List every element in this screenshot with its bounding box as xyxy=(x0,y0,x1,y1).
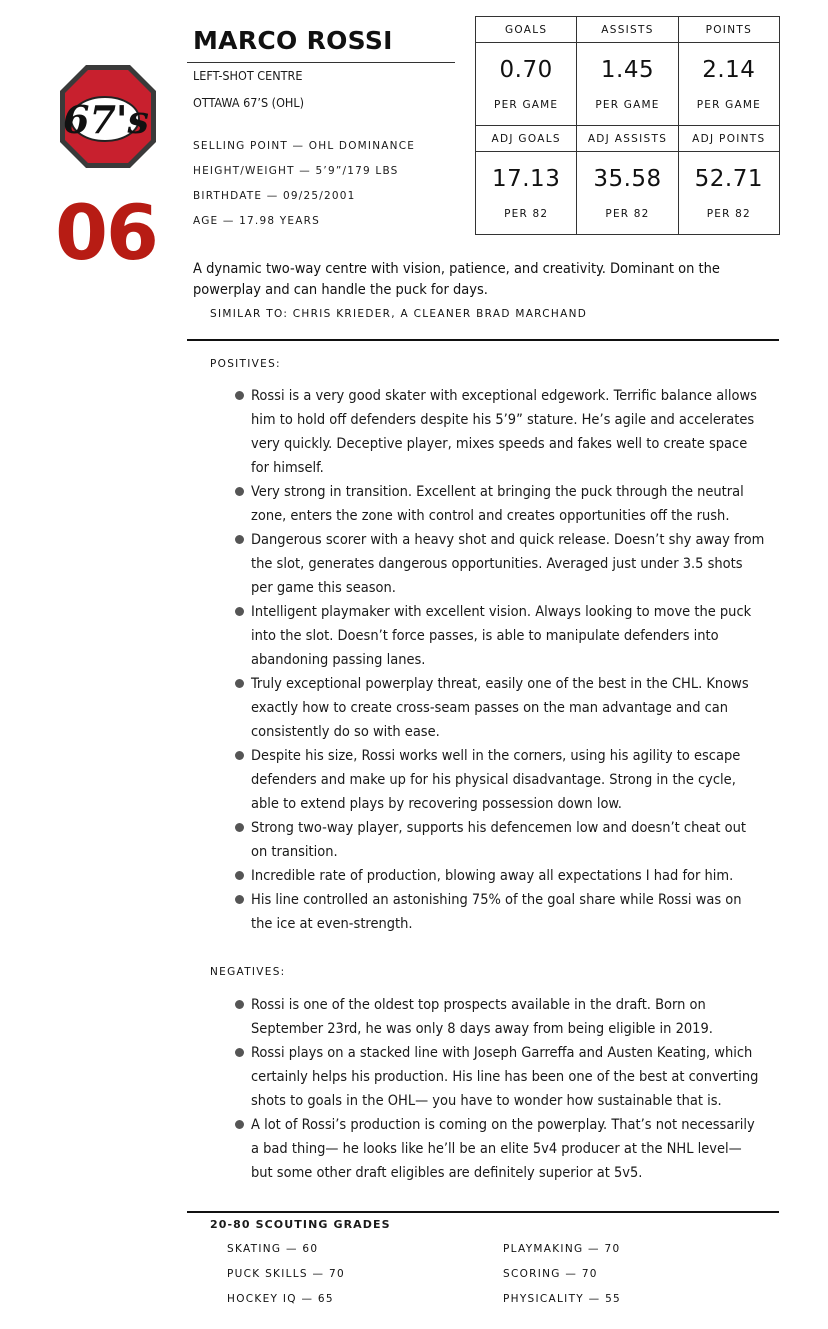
negatives-list xyxy=(235,993,765,1185)
stat-header-adj-assists: ADJ ASSISTS xyxy=(577,126,678,152)
list-item xyxy=(235,864,765,888)
player-summary: A dynamic two-way centre with vision, patience, and creativity. Dominant on the powerplay and can handle the puck for days. xyxy=(193,261,720,298)
list-item xyxy=(235,993,765,1041)
stat-cell-adj-assists xyxy=(577,152,678,235)
grade-hockey-iq: HOCKEY IQ — 65 xyxy=(227,1293,334,1305)
stats-table xyxy=(475,16,780,235)
team-logo xyxy=(58,63,158,170)
stat-cell-goals xyxy=(476,43,577,126)
list-item xyxy=(235,816,765,864)
stat-cell-points xyxy=(678,43,779,126)
stat-value-assists: 1.45 xyxy=(600,57,655,83)
bullet-icon xyxy=(235,607,244,616)
stat-cell-adj-points xyxy=(678,152,779,235)
grade-physicality: PHYSICALITY — 55 xyxy=(503,1293,622,1305)
bullet-icon xyxy=(235,751,244,760)
positives-label: POSITIVES: xyxy=(210,358,281,370)
list-item-text: Truly exceptional powerplay threat, easily one of the best in the CHL. Knows exactly how to create cross-seam passes on the man advantage and can consistently do so with ease. xyxy=(251,676,749,740)
bullet-icon xyxy=(235,1000,244,1009)
stat-value-goals: 0.70 xyxy=(499,57,553,83)
stat-unit: PER 82 xyxy=(706,208,751,220)
list-item xyxy=(235,888,765,936)
list-item-text: Rossi is one of the oldest top prospects available in the draft. Born on September 23rd, he was only 8 days away from being eligible in 2019. xyxy=(251,997,713,1037)
grade-skating: SKATING — 60 xyxy=(227,1243,319,1255)
similar-to: SIMILAR TO: CHRIS KRIEDER, A CLEANER BRAD MARCHAND xyxy=(210,308,588,320)
stat-unit: PER GAME xyxy=(595,99,660,111)
list-item xyxy=(235,600,765,672)
grades-title: 20-80 SCOUTING GRADES xyxy=(210,1218,391,1231)
bullet-icon xyxy=(235,1048,244,1057)
bullet-icon xyxy=(235,679,244,688)
age: AGE — 17.98 YEARS xyxy=(193,215,320,227)
height-weight: HEIGHT/WEIGHT — 5’9”/179 LBS xyxy=(193,165,399,177)
list-item-text: Very strong in transition. Excellent at bringing the puck through the neutral zone, enters the zone with control and creates opportunities off the rush. xyxy=(251,484,744,524)
grade-scoring: SCORING — 70 xyxy=(503,1268,598,1280)
stat-header-adj-goals: ADJ GOALS xyxy=(476,126,577,152)
jersey-number: 06 xyxy=(55,188,157,277)
grade-playmaking: PLAYMAKING — 70 xyxy=(503,1243,621,1255)
list-item-text: Strong two-way player, supports his defencemen low and doesn’t cheat out on transition. xyxy=(251,820,747,860)
bullet-icon xyxy=(235,535,244,544)
list-item-text: His line controlled an astonishing 75% of the goal share while Rossi was on the ice at even-strength. xyxy=(251,892,742,932)
list-item xyxy=(235,1113,765,1185)
stat-header-assists: ASSISTS xyxy=(577,17,678,43)
section-divider xyxy=(187,339,779,341)
grade-puck-skills: PUCK SKILLS — 70 xyxy=(227,1268,345,1280)
stat-value-adj-assists: 35.58 xyxy=(593,166,662,192)
positives-list xyxy=(235,384,765,936)
list-item-text: Dangerous scorer with a heavy shot and quick release. Doesn’t shy away from the slot, generates dangerous opportunities. Averaged just under 3.5 shots per game this season. xyxy=(251,532,765,596)
list-item xyxy=(235,1041,765,1113)
stat-unit: PER GAME xyxy=(494,99,559,111)
stat-value-points: 2.14 xyxy=(702,57,756,83)
name-divider xyxy=(187,62,455,63)
list-item-text: Incredible rate of production, blowing away all expectations I had for him. xyxy=(251,868,734,884)
list-item xyxy=(235,528,765,600)
list-item-text: Rossi plays on a stacked line with Joseph Garreffa and Austen Keating, which certainly helps his production. His line has been one of the best at converting shots to goals in the OHL— you have to wonder how sustainable that is. xyxy=(251,1045,759,1109)
list-item-text: A lot of Rossi’s production is coming on the powerplay. That’s not necessarily a bad thing— he looks like he’ll be an elite 5v4 producer at the NHL level— but some other draft eligibles are definitely superior at 5v5. xyxy=(251,1117,755,1181)
list-item-text: Intelligent playmaker with excellent vision. Always looking to move the puck into the slot. Doesn’t force passes, is able to manipulate defenders into abandoning passing lanes. xyxy=(251,604,752,668)
player-name: MARCO ROSSI xyxy=(193,26,393,55)
bullet-icon xyxy=(235,895,244,904)
list-item xyxy=(235,384,765,480)
stat-header-points: POINTS xyxy=(678,17,779,43)
list-item-text: Despite his size, Rossi works well in the corners, using his agility to escape defenders and make up for his physical disadvantage. Strong in the cycle, able to extend plays by recovering possession down low. xyxy=(251,748,741,812)
stat-unit: PER 82 xyxy=(504,208,549,220)
bullet-icon xyxy=(235,823,244,832)
stat-unit: PER 82 xyxy=(605,208,650,220)
stat-value-adj-points: 52.71 xyxy=(694,166,763,192)
stat-value-adj-goals: 17.13 xyxy=(491,166,561,192)
negatives-label: NEGATIVES: xyxy=(210,966,286,978)
list-item xyxy=(235,480,765,528)
stat-header-adj-points: ADJ POINTS xyxy=(678,126,779,152)
section-divider xyxy=(187,1211,779,1213)
player-team: OTTAWA 67’S (OHL) xyxy=(193,95,305,110)
selling-point: SELLING POINT — OHL DOMINANCE xyxy=(193,140,416,152)
stat-cell-assists xyxy=(577,43,678,126)
stat-unit: PER GAME xyxy=(696,99,761,111)
bullet-icon xyxy=(235,1120,244,1129)
logo-text: 67's xyxy=(63,97,149,142)
list-item xyxy=(235,672,765,744)
bullet-icon xyxy=(235,871,244,880)
player-position: LEFT-SHOT CENTRE xyxy=(193,68,303,83)
birthdate: BIRTHDATE — 09/25/2001 xyxy=(193,190,356,202)
bullet-icon xyxy=(235,391,244,400)
stat-header-goals: GOALS xyxy=(476,17,577,43)
list-item xyxy=(235,744,765,816)
stat-cell-adj-goals xyxy=(476,152,577,235)
bullet-icon xyxy=(235,487,244,496)
list-item-text: Rossi is a very good skater with exceptional edgework. Terrific balance allows him to hold off defenders despite his 5’9” stature. He’s agile and accelerates very quickly. Deceptive player, mixes speeds and fakes well to create space for himself. xyxy=(251,388,757,476)
